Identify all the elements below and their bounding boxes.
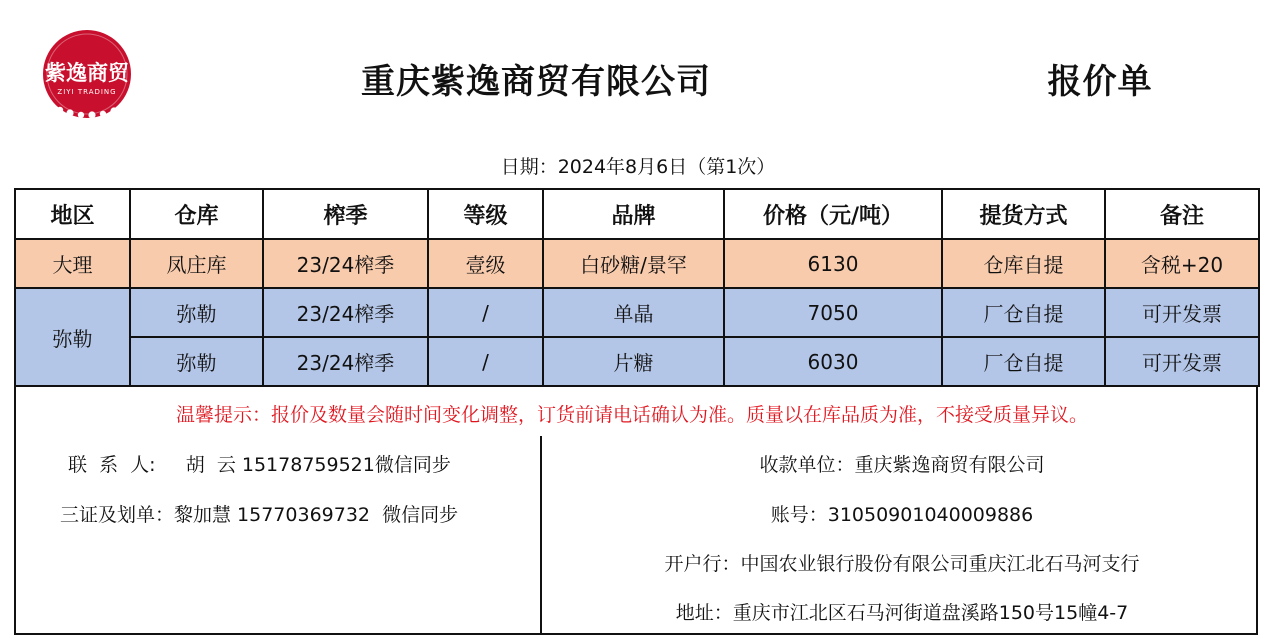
cell-delivery: 仓库自提 xyxy=(942,239,1105,288)
cell-region: 大理 xyxy=(15,239,130,288)
cell-warehouse: 弥勒 xyxy=(130,288,263,337)
documents-contact: 三证及划单：黎加慧 15770369732 微信同步 xyxy=(60,504,459,526)
cell-brand: 单晶 xyxy=(543,288,724,337)
cell-price: 7050 xyxy=(724,288,942,337)
quote-date: 日期：2024年8月6日（第1次） xyxy=(500,156,776,178)
cell-grade: / xyxy=(428,288,543,337)
header-brand: 品牌 xyxy=(543,189,724,239)
cell-warehouse: 凤庄库 xyxy=(130,239,263,288)
cell-remark: 可开发票 xyxy=(1105,288,1259,337)
company-name: 重庆紫逸商贸有限公司 xyxy=(361,62,711,102)
price-quote-table xyxy=(14,188,1260,387)
contact-person: 联 系 人: 胡 云 15178759521微信同步 xyxy=(68,454,451,476)
cell-region: 弥勒 xyxy=(15,288,130,386)
cell-delivery: 厂仓自提 xyxy=(942,337,1105,386)
cell-remark: 含税+20 xyxy=(1105,239,1259,288)
table-row xyxy=(15,239,1259,288)
company-address: 地址：重庆市江北区石马河街道盘溪路150号15幢4-7 xyxy=(675,602,1129,624)
cell-price: 6030 xyxy=(724,337,942,386)
header-grade: 等级 xyxy=(428,189,543,239)
header-delivery: 提货方式 xyxy=(942,189,1105,239)
header-price: 价格（元/吨） xyxy=(724,189,942,239)
table-row xyxy=(15,337,1259,386)
bank-account: 账号：31050901040009886 xyxy=(770,504,1034,526)
header-region: 地区 xyxy=(15,189,130,239)
warm-notice: 温馨提示：报价及数量会随时间变化调整，订货前请电话确认为准。质量以在库品质为准，不接受质量异议。 xyxy=(175,404,1088,426)
cell-brand: 片糖 xyxy=(543,337,724,386)
logo-text: 紫逸商贸 xyxy=(45,61,129,85)
logo-subtext: ZIYI TRADING xyxy=(57,88,117,96)
cell-grade: 壹级 xyxy=(428,239,543,288)
payee-name: 收款单位：重庆紫逸商贸有限公司 xyxy=(759,454,1045,476)
header-season: 榨季 xyxy=(263,189,428,239)
cell-brand: 白砂糖/景罕 xyxy=(543,239,724,288)
document-title: 报价单 xyxy=(1047,62,1153,102)
cell-grade: / xyxy=(428,337,543,386)
cell-delivery: 厂仓自提 xyxy=(942,288,1105,337)
header-warehouse: 仓库 xyxy=(130,189,263,239)
table-header-row xyxy=(15,189,1259,239)
cell-season: 23/24榨季 xyxy=(263,239,428,288)
cell-warehouse: 弥勒 xyxy=(130,337,263,386)
cell-season: 23/24榨季 xyxy=(263,337,428,386)
cell-price: 6130 xyxy=(724,239,942,288)
cell-season: 23/24榨季 xyxy=(263,288,428,337)
cell-remark: 可开发票 xyxy=(1105,337,1259,386)
table-row xyxy=(15,288,1259,337)
bank-branch: 开户行：中国农业银行股份有限公司重庆江北石马河支行 xyxy=(664,553,1140,575)
header-remark: 备注 xyxy=(1105,189,1259,239)
